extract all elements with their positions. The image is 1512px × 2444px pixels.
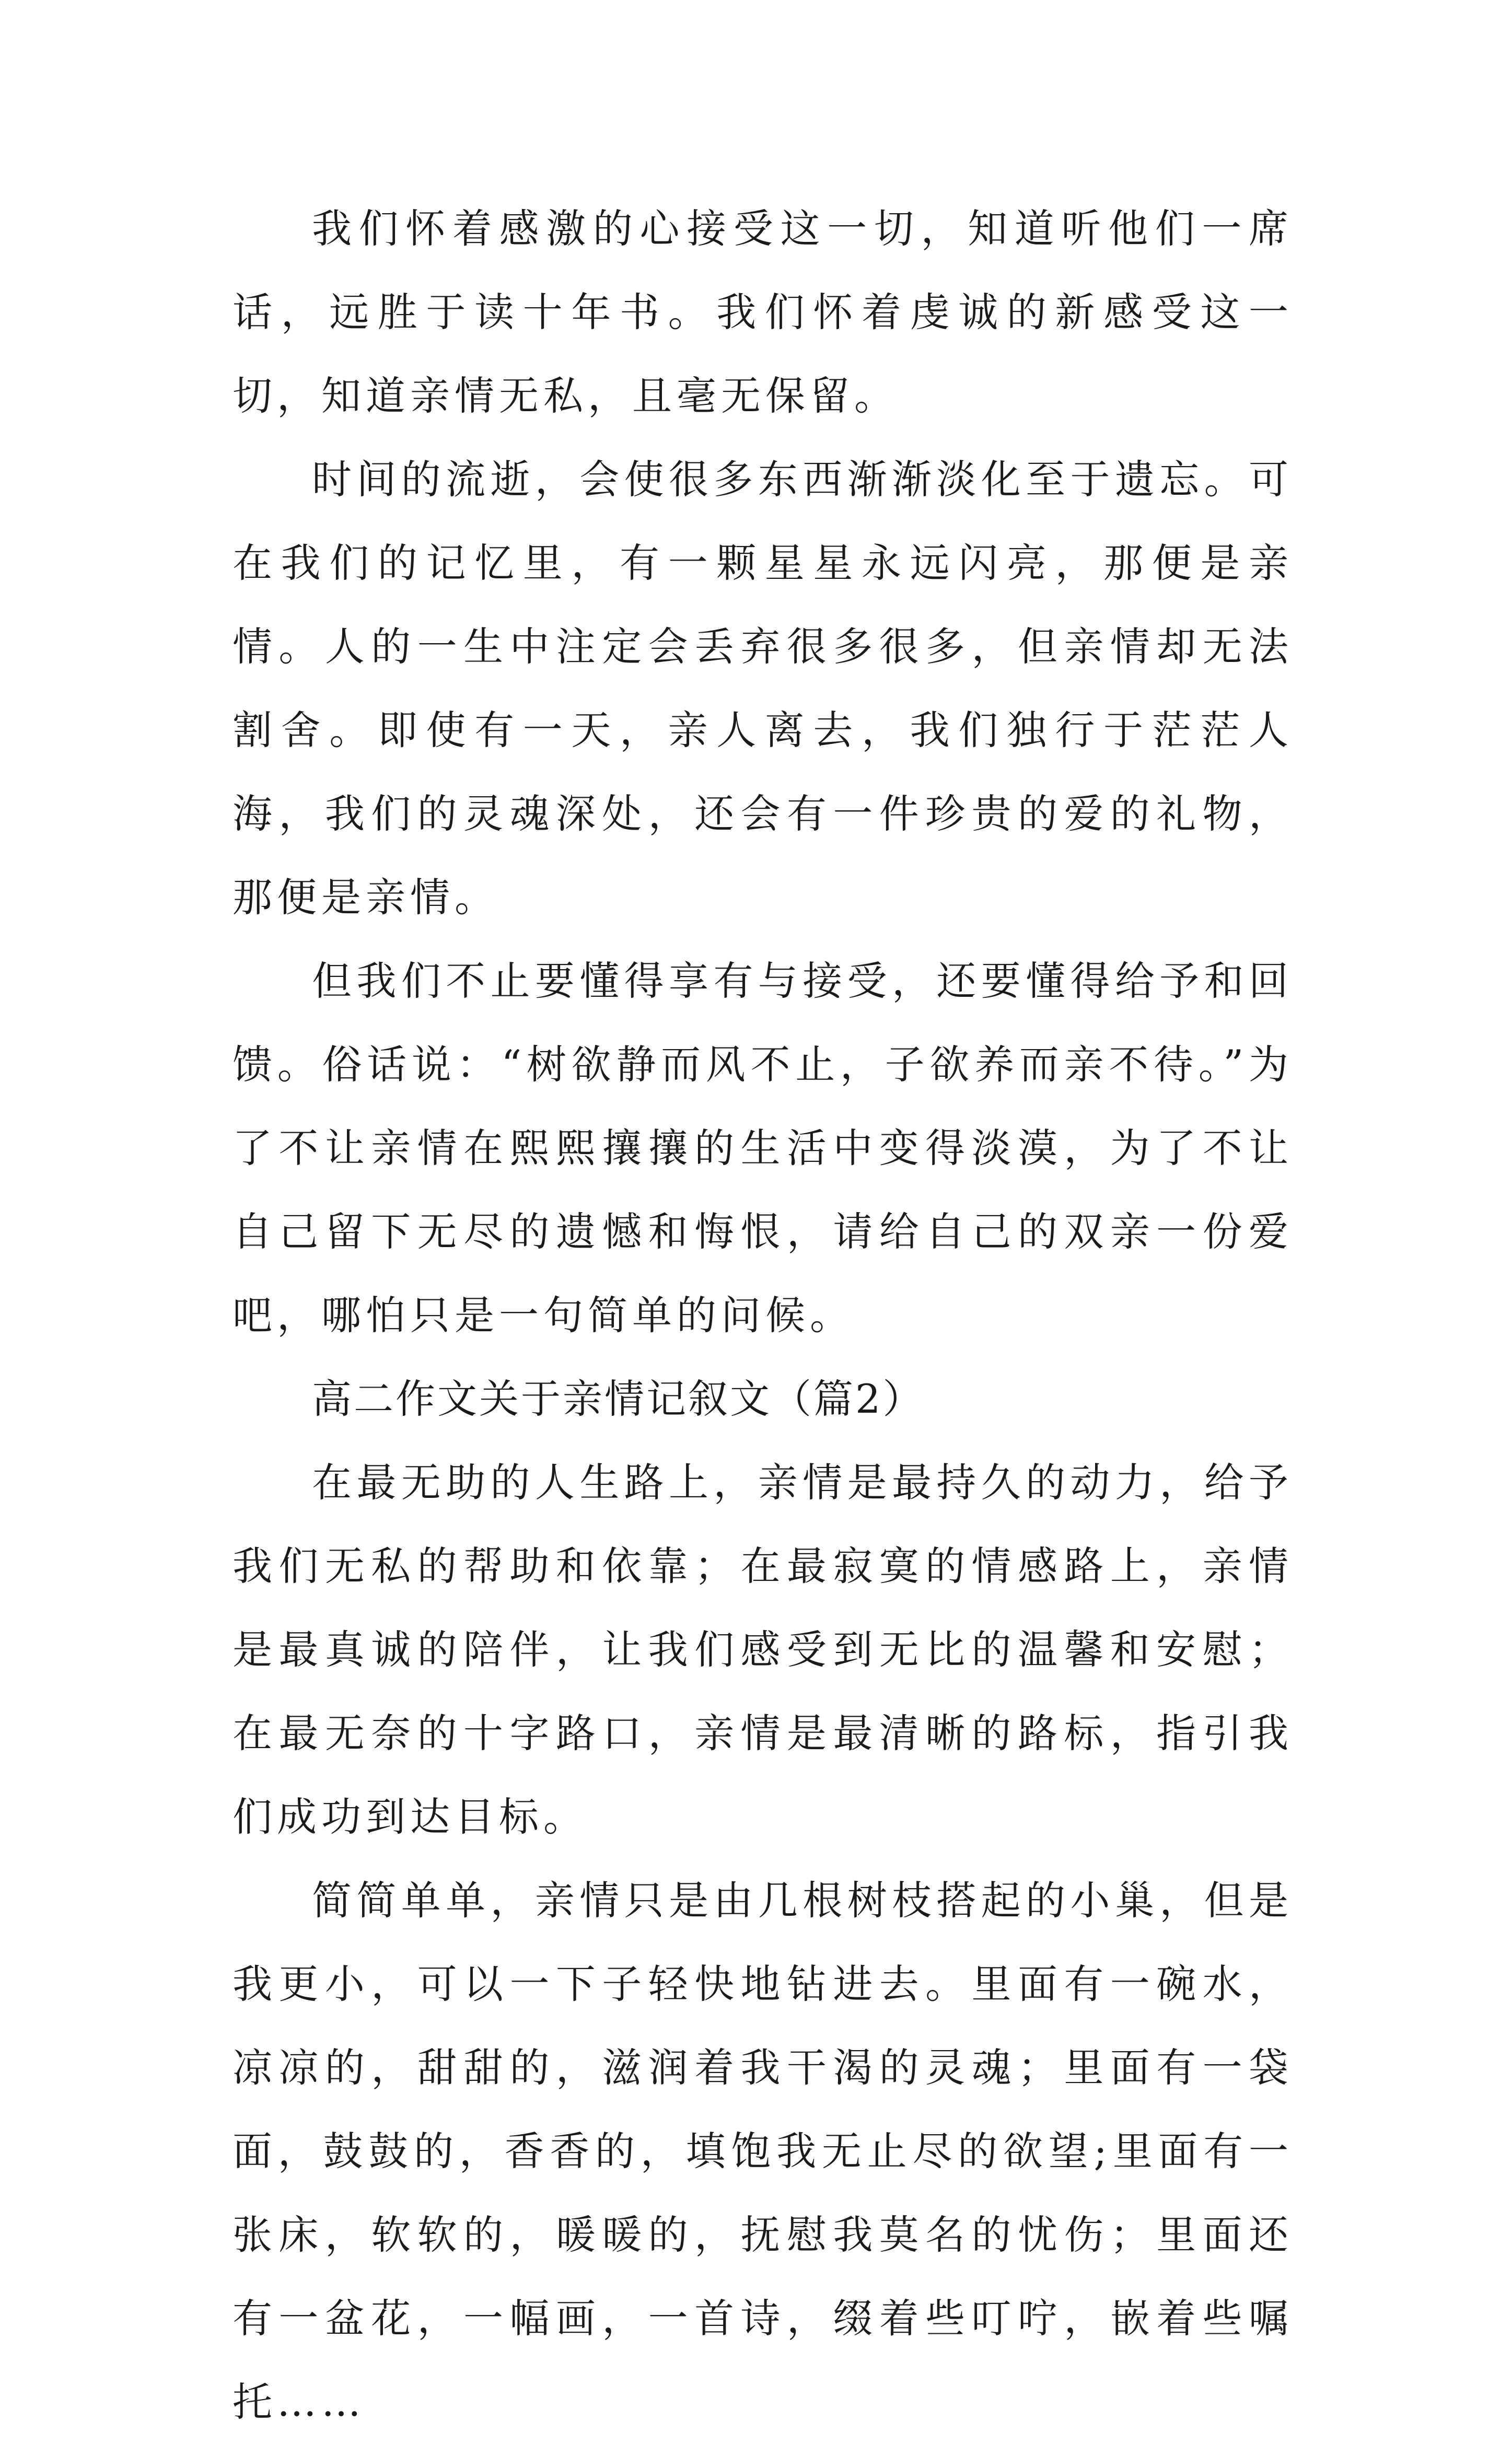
paragraph-4: 在最无助的人生路上，亲情是最持久的动力，给予我们无私的帮助和依靠；在最寂寞的情感路上，亲情是最真诚的陪伴，让我们感受到无比的温馨和安慰；在最无奈的十字路口，亲情是最清晰的路标，指引我们成功到达目标。 bbox=[232, 1459, 1293, 1840]
paragraph-2: 时间的流逝，会使很多东西渐渐淡化至于遗忘。可在我们的记忆里，有一颗星星永远闪亮，那便是亲情。人的一生中注定会丢弃很多很多，但亲情却无法割舍。即使有一天，亲人离去，我们独行于茫茫人海，我们的灵魂深处，还会有一件珍贵的爱的礼物，那便是亲情。 bbox=[232, 456, 1293, 921]
paragraph-1: 我们怀着感激的心接受这一切，知道听他们一席话，远胜于读十年书。我们怀着虔诚的新感受这一切，知道亲情无私，且毫无保留。 bbox=[232, 205, 1293, 419]
document-body bbox=[232, 187, 1293, 2444]
paragraph-5: 简简单单，亲情只是由几根树枝搭起的小巢，但是我更小，可以一下子轻快地钻进去。里面有一碗水，凉凉的，甜甜的，滋润着我干渴的灵魂；里面有一袋面，鼓鼓的，香香的，填饱我无止尽的欲望;里面有一张床，软软的，暖暖的，抚慰我莫名的忧伤；里面还有一盆花，一幅画，一首诗，缀着些叮咛，嵌着些嘱托…… bbox=[232, 1877, 1293, 2425]
section-heading: 高二作文关于亲情记叙文（篇2） bbox=[312, 1376, 925, 1422]
paragraph-3: 但我们不止要懂得享有与接受，还要懂得给予和回馈。俗话说：“树欲静而风不止，子欲养而亲不待。”为了不让亲情在熙熙攘攘的生活中变得淡漠，为了不让自己留下无尽的遗憾和悔恨，请给自己的双亲一份爱吧，哪怕只是一句简单的问候。 bbox=[232, 958, 1293, 1339]
